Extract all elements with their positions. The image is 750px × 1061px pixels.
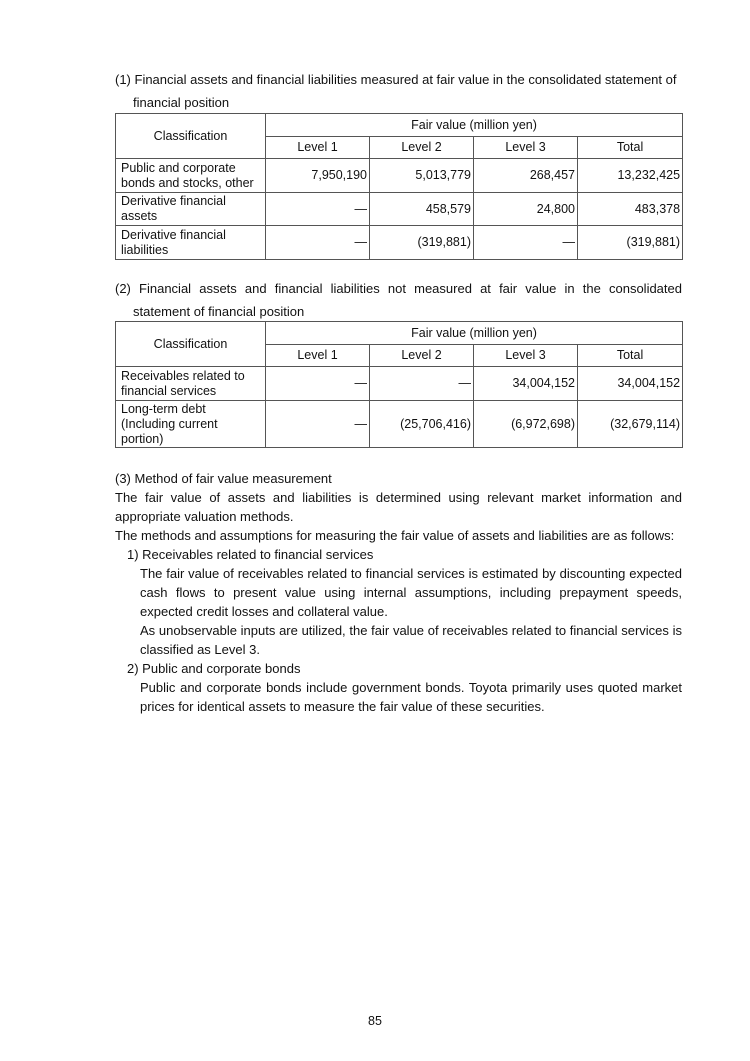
column-header-total: Total [578, 345, 683, 367]
fair-value-group-header: Fair value (million yen) [266, 322, 683, 345]
column-header-level2: Level 2 [370, 137, 474, 159]
cell-level2: 5,013,779 [370, 159, 474, 193]
section2-heading-line1: (2) Financial assets and financial liabilities not measured at fair value in the consolidated [115, 281, 682, 296]
section2-heading-line2: statement of financial position [133, 304, 305, 319]
table-row [116, 159, 683, 193]
cell-level2: 458,579 [370, 193, 474, 226]
cell-level2: — [370, 367, 474, 401]
column-header-level1: Level 1 [266, 137, 370, 159]
table-row [116, 193, 683, 226]
cell-level1: 7,950,190 [266, 159, 370, 193]
cell-level3: 24,800 [474, 193, 578, 226]
table-row [116, 226, 683, 260]
column-header-level1: Level 1 [266, 345, 370, 367]
section2-heading [115, 277, 682, 323]
cell-level2: (25,706,416) [370, 401, 474, 448]
row-label: Long-term debt (Including current portion) [116, 401, 266, 448]
item2-title: 2) Public and corporate bonds [127, 661, 301, 676]
section3-intro: The fair value of assets and liabilities is determined using relevant market information and appropriate valuation methods. [115, 490, 682, 524]
section1-heading-line1: (1) Financial assets and financial liabilities measured at fair value in the consolidated statement of [115, 72, 677, 87]
cell-level3: (6,972,698) [474, 401, 578, 448]
page-number: 85 [368, 1014, 382, 1028]
item1-paragraph1: The fair value of receivables related to financial services is estimated by discounting expected cash flows to present value using internal assumptions, including prepayment speeds, expected credit losses and collateral value. [140, 566, 682, 619]
cell-total: 34,004,152 [578, 367, 683, 401]
column-header-total: Total [578, 137, 683, 159]
cell-level2: (319,881) [370, 226, 474, 260]
cell-total: 13,232,425 [578, 159, 683, 193]
row-label: Receivables related to financial services [116, 367, 266, 401]
section1-heading [115, 68, 682, 114]
table-fair-value-not-measured [115, 321, 683, 448]
item2-paragraph1: Public and corporate bonds include government bonds. Toyota primarily uses quoted market prices for identical assets to measure the fair value of these securities. [140, 680, 682, 714]
table-fair-value-measured [115, 113, 683, 260]
section3-body [115, 469, 682, 716]
cell-level1: — [266, 193, 370, 226]
section3-heading: (3) Method of fair value measurement [115, 471, 332, 486]
row-label: Public and corporate bonds and stocks, other [116, 159, 266, 193]
cell-level3: — [474, 226, 578, 260]
cell-total: (319,881) [578, 226, 683, 260]
cell-level1: — [266, 367, 370, 401]
cell-level1: — [266, 401, 370, 448]
item1-title: 1) Receivables related to financial services [127, 547, 374, 562]
classification-header: Classification [116, 322, 266, 367]
cell-level1: — [266, 226, 370, 260]
cell-level3: 34,004,152 [474, 367, 578, 401]
fair-value-group-header: Fair value (million yen) [266, 114, 683, 137]
row-label: Derivative financial liabilities [116, 226, 266, 260]
section1-heading-line2: financial position [133, 95, 230, 110]
table-row [116, 401, 683, 448]
item1-paragraph2: As unobservable inputs are utilized, the fair value of receivables related to financial services is classified as Level 3. [140, 623, 682, 657]
table-row [116, 367, 683, 401]
classification-header: Classification [116, 114, 266, 159]
row-label: Derivative financial assets [116, 193, 266, 226]
cell-total: 483,378 [578, 193, 683, 226]
column-header-level2: Level 2 [370, 345, 474, 367]
column-header-level3: Level 3 [474, 137, 578, 159]
cell-total: (32,679,114) [578, 401, 683, 448]
column-header-level3: Level 3 [474, 345, 578, 367]
section3-methods-intro: The methods and assumptions for measuring the fair value of assets and liabilities are as follows: [115, 528, 675, 543]
cell-level3: 268,457 [474, 159, 578, 193]
